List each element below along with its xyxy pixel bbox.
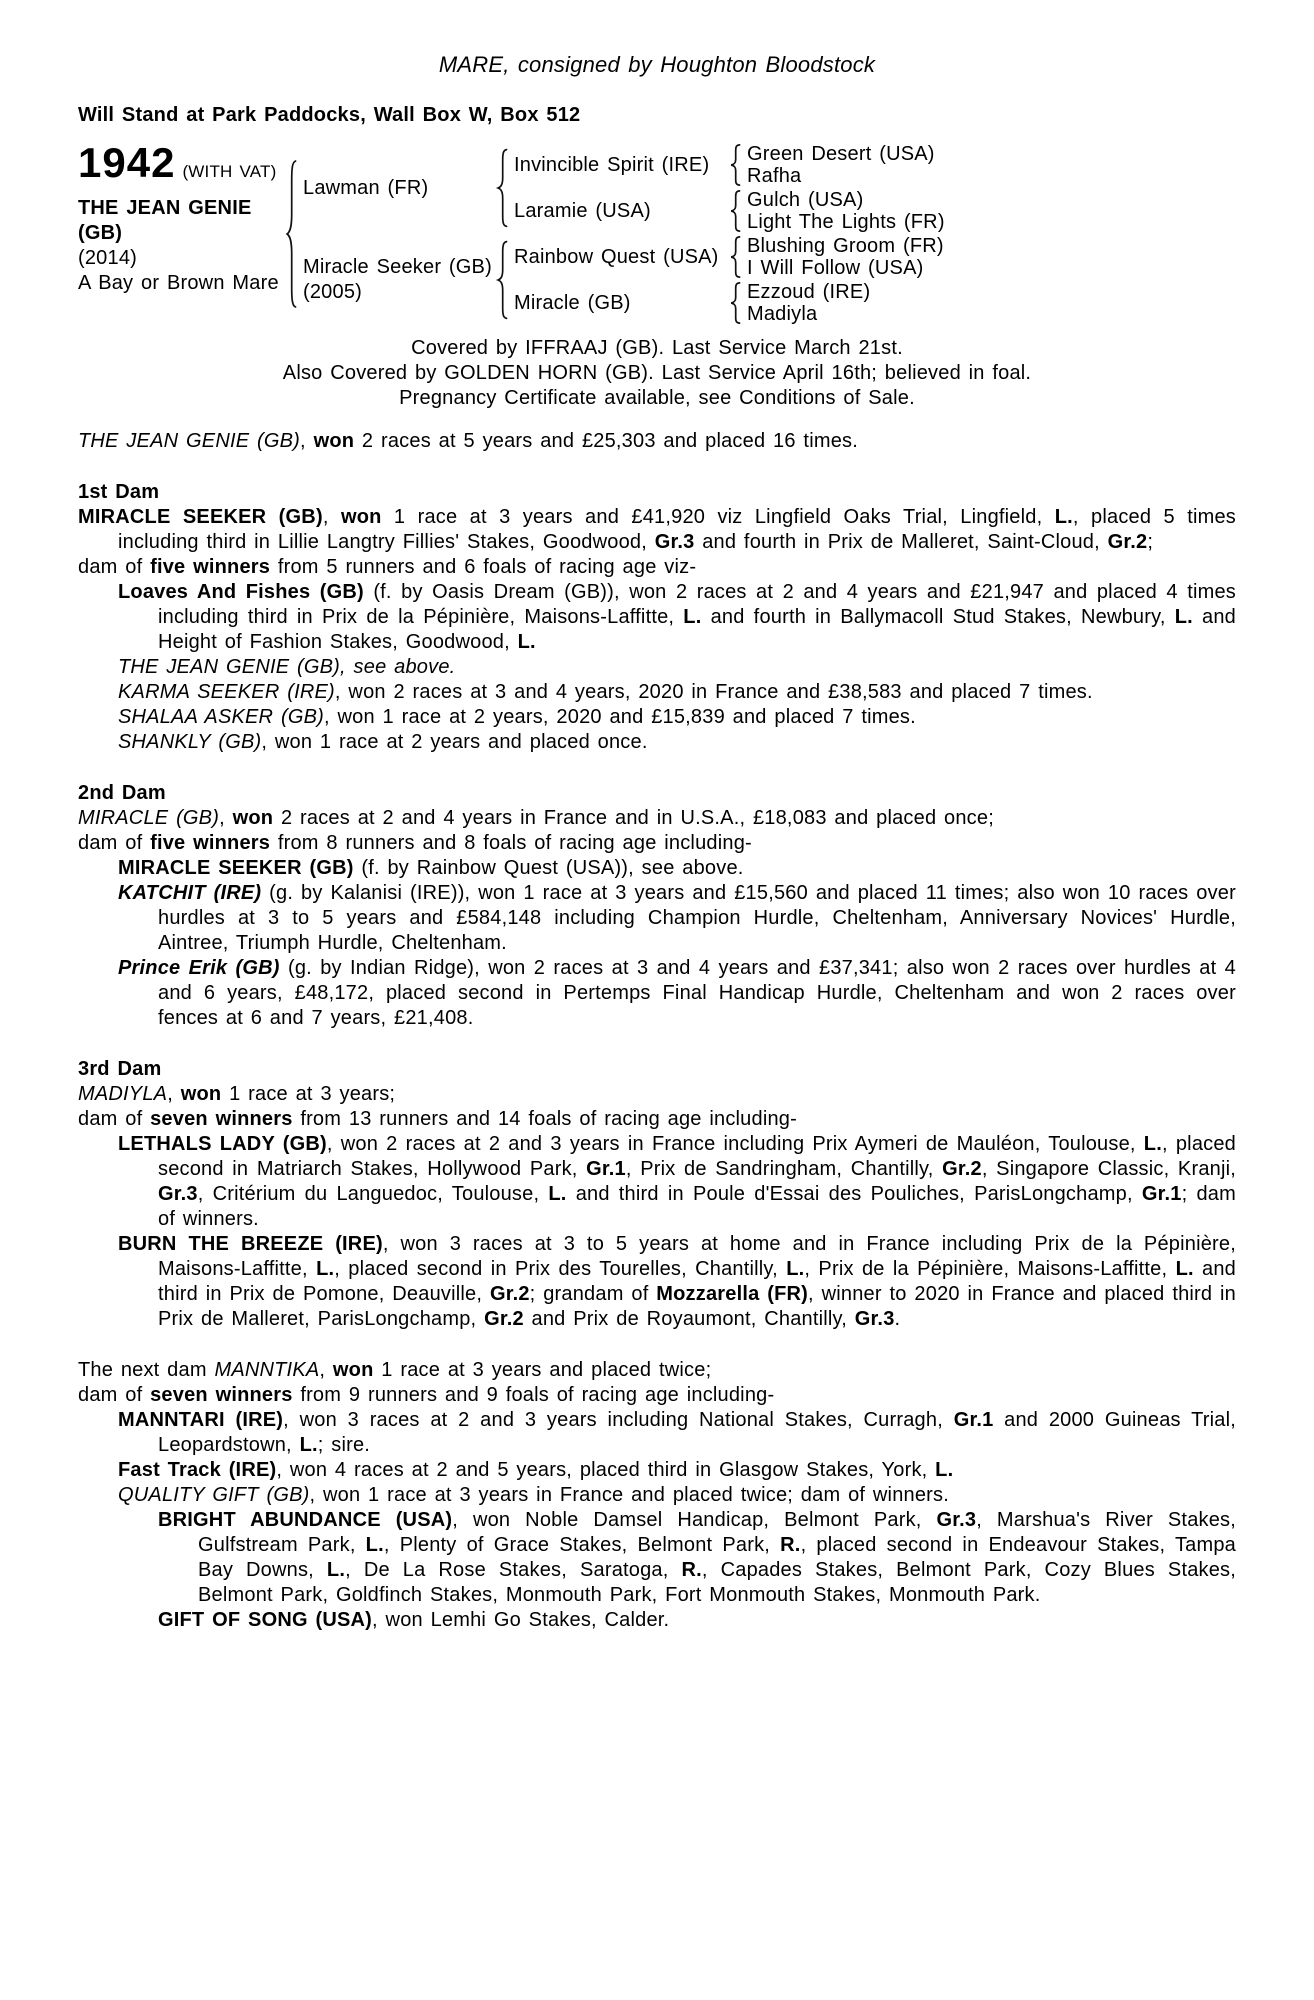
gen2-unit (514, 188, 945, 234)
lot-block (78, 139, 284, 296)
dam-section (78, 1057, 1236, 1332)
dam-half (303, 234, 945, 326)
dam-section (78, 480, 1236, 755)
pedigree-paragraph: BURN THE BREEZE (IRE), won 3 races at 3 to 5 years at home and in France including Prix de la Pépinière, Maisons-Laffitte, L., placed second in Prix des Tourelles, Chantilly, L., Prix de la Pépinière, Maisons-Laffitte, L. and third in Prix de Pomone, Deauville, Gr.2; grandam of Mozzarella (FR), winner to 2020 in France and placed third in Prix de Malleret, ParisLongchamp, Gr.2 and Prix de Royaumont, Chantilly, Gr.3. (118, 1233, 1237, 1330)
sire-half (303, 142, 945, 234)
pedigree-block (78, 139, 1236, 326)
pedigree-brace-icon (728, 190, 742, 232)
section-heading: 1st Dam (78, 481, 160, 503)
pedigree-paragraph: The next dam MANNTIKA, won 1 race at 3 years and placed twice; (78, 1359, 712, 1381)
pedigree-paragraph: LETHALS LADY (GB), won 2 races at 2 and 3 years in France including Prix Aymeri de Mauléon, Toulouse, L., placed second in Matriarch Stakes, Hollywood Park, Gr.1, Prix de Sandringham, Chantilly, Gr.2, Singapore Classic, Kranji, Gr.3, Critérium du Languedoc, Toulouse, L. and third in Poule d'Essai des Pouliches, ParisLongchamp, Gr.1; dam of winners. (118, 1133, 1237, 1230)
pedigree-paragraph: GIFT OF SONG (USA), won Lemhi Go Stakes, Calder. (158, 1609, 670, 1631)
vat-note: (WITH VAT) (182, 162, 277, 181)
pedigree-paragraph: KATCHIT (IRE) (g. by Kalanisi (IRE)), won 1 race at 3 years and £15,560 and placed 11 times; also won 10 races over hurdles at 3 to 5 years and £584,148 including Champion Hurdle, Cheltenham, Anniversary Novices' Hurdle, Aintree, Triumph Hurdle, Cheltenham. (118, 882, 1236, 954)
gen3-name: Green Desert (USA) (747, 142, 935, 165)
pedigree-paragraph: THE JEAN GENIE (GB), see above. (118, 656, 456, 678)
gen3-pair (747, 144, 935, 187)
gen3-name: Ezzoud (IRE) (747, 280, 871, 303)
color-sex: A Bay or Brown Mare (78, 272, 279, 294)
covering-line-1: Covered by IFFRAAJ (GB). Last Service March 21st. (411, 337, 903, 359)
pedigree-brace-icon (495, 240, 509, 320)
pedigree-brace-icon (284, 158, 298, 310)
covering-line-3: Pregnancy Certificate available, see Conditions of Sale. (399, 387, 915, 409)
sire-sire-name: Invincible Spirit (IRE) (514, 153, 710, 176)
pedigree-paragraph: MIRACLE (GB), won 2 races at 2 and 4 years in France and in U.S.A., £18,083 and placed once; (78, 807, 994, 829)
dam-sire-name: Rainbow Quest (USA) (514, 245, 719, 268)
lot-number: 1942 (78, 139, 176, 186)
pedigree-paragraph: SHANKLY (GB), won 1 race at 2 years and placed once. (118, 731, 648, 753)
pedigree-paragraph: dam of five winners from 8 runners and 8 foals of racing age including- (78, 832, 752, 854)
covering-block (78, 336, 1236, 411)
pedigree-sections (78, 480, 1236, 1633)
pedigree-brace-icon (728, 282, 742, 324)
pedigree-tree-wrap (284, 142, 945, 326)
pedigree-paragraph: dam of seven winners from 9 runners and 9 foals of racing age including- (78, 1384, 775, 1406)
gen3-name: Rafha (747, 164, 802, 187)
gen3-name: Light The Lights (FR) (747, 210, 945, 233)
gen3-name: I Will Follow (USA) (747, 256, 924, 279)
pedigree-paragraph: BRIGHT ABUNDANCE (USA), won Noble Damsel Handicap, Belmont Park, Gr.3, Marshua's River Stakes, Gulfstream Park, L., Plenty of Grace Stakes, Belmont Park, R., placed second in Endeavour Stakes, Tampa Bay Downs, L., De La Rose Stakes, Saratoga, R., Capades Stakes, Belmont Park, Cozy Blues Stakes, Belmont Park, Goldfinch Stakes, Monmouth Park, Fort Monmouth Stakes, Monmouth Park. (158, 1509, 1237, 1606)
horse-name: THE JEAN GENIE (GB) (78, 197, 252, 244)
dam-gen2-stack (514, 234, 944, 326)
dam-section (78, 1358, 1236, 1633)
dam-name (303, 255, 495, 305)
pedigree-paragraph: MIRACLE SEEKER (GB) (f. by Rainbow Quest (USA)), see above. (118, 857, 744, 879)
pedigree-paragraph: MANNTARI (IRE), won 3 races at 2 and 3 years including National Stakes, Curragh, Gr.1 and 2000 Guineas Trial, Leopardstown, L.; sire. (118, 1409, 1236, 1456)
covering-line-2: Also Covered by GOLDEN HORN (GB). Last Service April 16th; believed in foal. (282, 362, 1032, 384)
dam-name-line2: (2005) (303, 281, 363, 303)
sire-dam-name: Laramie (USA) (514, 199, 651, 222)
pedigree-brace-icon (728, 144, 742, 186)
gen2-unit (514, 280, 944, 326)
dam-dam-name: Miracle (GB) (514, 291, 631, 314)
gen3-pair (747, 236, 944, 279)
pedigree-paragraph: QUALITY GIFT (GB), won 1 race at 3 years in France and placed twice; dam of winners. (118, 1484, 949, 1506)
pedigree-paragraph: SHALAA ASKER (GB), won 1 race at 2 years, 2020 and £15,839 and placed 7 times. (118, 706, 916, 728)
gen3-pair (747, 282, 870, 325)
section-heading: 2nd Dam (78, 782, 166, 804)
pedigree-paragraph: Loaves And Fishes (GB) (f. by Oasis Dream (GB)), won 2 races at 2 and 4 years and £21,947 and placed 4 times including third in Prix de la Pépinière, Maisons-Laffitte, L. and fourth in Ballymacoll Stud Stakes, Newbury, L. and Height of Fashion Stakes, Goodwood, L. (118, 581, 1236, 653)
consignment-line: MARE, consigned by Houghton Bloodstock (438, 52, 876, 77)
lot-number-row (78, 139, 284, 186)
gen3-name: Madiyla (747, 302, 818, 325)
dam-section (78, 781, 1236, 1031)
pedigree-paragraph: dam of seven winners from 13 runners and 14 foals of racing age including- (78, 1108, 797, 1130)
pedigree-brace-icon (495, 148, 509, 228)
pedigree-paragraph: MADIYLA, won 1 race at 3 years; (78, 1083, 396, 1105)
sire-gen2-stack (514, 142, 945, 234)
dam-name-line1: Miracle Seeker (GB) (303, 256, 492, 278)
pedigree-brace-icon (728, 236, 742, 278)
pedigree-paragraph: Fast Track (IRE), won 4 races at 2 and 5 years, placed third in Glasgow Stakes, York, L. (118, 1459, 954, 1481)
pedigree-paragraph: MIRACLE SEEKER (GB), won 1 race at 3 years and £41,920 viz Lingfield Oaks Trial, Lingfield, L., placed 5 times including third in Lillie Langtry Fillies' Stakes, Goodwood, Gr.3 and fourth in Prix de Malleret, Saint-Cloud, Gr.2; (78, 506, 1237, 553)
race-record: THE JEAN GENIE (GB), won 2 races at 5 years and £25,303 and placed 16 times. (78, 430, 858, 452)
section-heading: 3rd Dam (78, 1058, 162, 1080)
pedigree-paragraph: Prince Erik (GB) (g. by Indian Ridge), won 2 races at 3 and 4 years and £37,341; also won 2 races over hurdles at 4 and 6 years, £48,172, placed second in Pertemps Final Handicap Hurdle, Cheltenham and won 2 races over fences at 6 and 7 years, £21,408. (118, 957, 1236, 1029)
gen2-unit (514, 234, 944, 280)
gen3-name: Blushing Groom (FR) (747, 234, 944, 257)
pedigree-tree (303, 142, 945, 326)
pedigree-paragraph: KARMA SEEKER (IRE), won 2 races at 3 and 4 years, 2020 in France and £38,583 and placed 7 times. (118, 681, 1093, 703)
sire-name: Lawman (FR) (303, 176, 429, 199)
foaled-year: (2014) (78, 247, 138, 269)
gen2-unit (514, 142, 945, 188)
stand-location-line: Will Stand at Park Paddocks, Wall Box W, Box 512 (78, 104, 581, 126)
gen3-pair (747, 190, 945, 233)
pedigree-paragraph: dam of five winners from 5 runners and 6 foals of racing age viz- (78, 556, 697, 578)
gen3-name: Gulch (USA) (747, 188, 864, 211)
